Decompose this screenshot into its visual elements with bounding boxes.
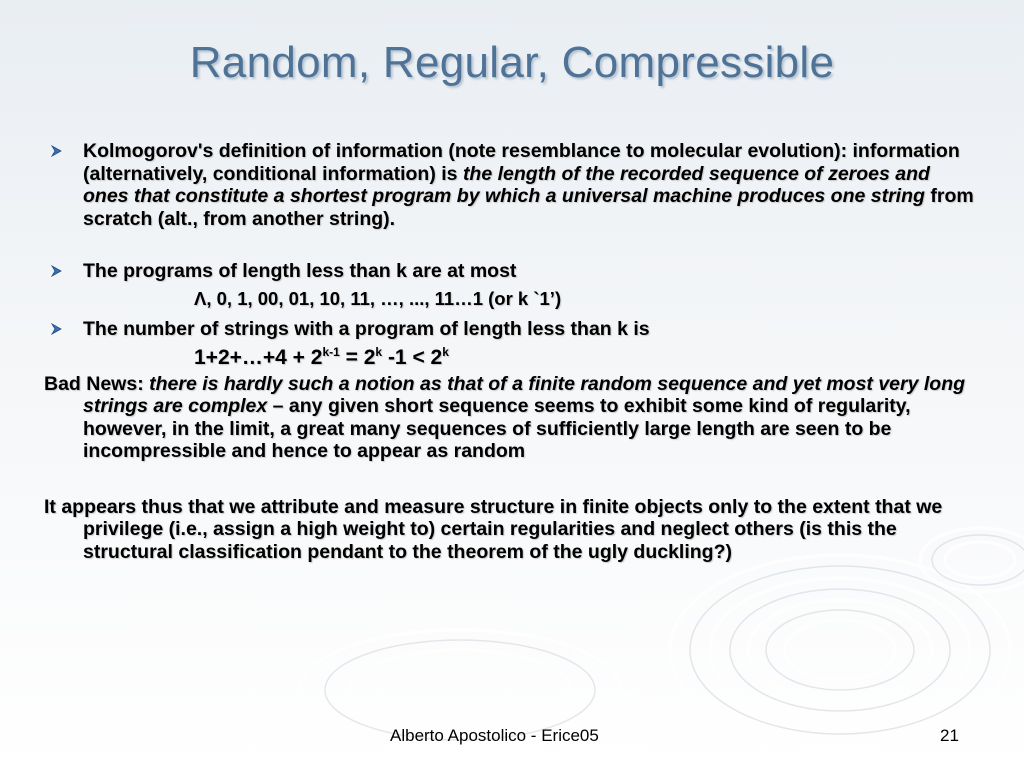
slide-body — [44, 140, 974, 563]
formula-part: = 2 — [339, 345, 376, 369]
formula-part: -1 < 2 — [382, 345, 443, 369]
formula-exponent: k — [442, 344, 449, 359]
bullet-text: The programs of length less than k are at most — [83, 260, 517, 282]
bullet-kolmogorov — [44, 140, 974, 230]
count-formula — [44, 345, 974, 371]
bullet-text: Kolmogorov's definition of information (note resemblance to molecular evolution): information (alternatively, conditional information) is — [83, 140, 960, 185]
slide-title: Random, Regular, Compressible — [189, 38, 835, 87]
chevron-right-icon — [50, 322, 64, 336]
bad-news-text: – any given short sequence seems to exhibit some kind of regularity, however, in the limit, a great many sequences of sufficiently large length are seen to be incompressible and hence to appear as random — [83, 395, 911, 462]
bullet-text: The number of strings with a program of length less than k is — [83, 318, 650, 340]
bad-news-paragraph — [0, 373, 974, 463]
bad-news-label: Bad News: — [44, 372, 150, 395]
bullet-text-italic: the length of the recorded sequence of zeroes and ones that constitute a shortest program by which a universal machine produces one string — [83, 162, 930, 207]
bullet-text: from scratch (alt., from another string). — [83, 185, 974, 230]
bullet-strings — [44, 318, 974, 341]
conclusion-paragraph: It appears thus that we attribute and measure structure in finite objects only to the extent that we privilege (i.e., assign a high weight to) certain regularities and neglect others (is this the structural classification pendant to the theorem of the ugly duckling?) — [44, 495, 943, 563]
formula-part: 1+2+…+4 + 2 — [194, 345, 323, 369]
chevron-right-icon — [50, 264, 64, 278]
program-sequence: Λ, 0, 1, 00, 01, 10, 11, …, ..., 11…1 (or k `1’) — [194, 287, 562, 309]
footer-author: Alberto Apostolico - Erice05 — [390, 726, 599, 745]
formula-exponent: k-1 — [322, 344, 340, 359]
slide-number: 21 — [940, 726, 959, 745]
bad-news-italic: there is hardly such a notion as that of a finite random sequence and yet most very long strings are complex — [83, 372, 966, 417]
formula-exponent: k — [375, 344, 383, 359]
chevron-right-icon — [50, 144, 64, 158]
bullet-programs — [44, 260, 974, 283]
